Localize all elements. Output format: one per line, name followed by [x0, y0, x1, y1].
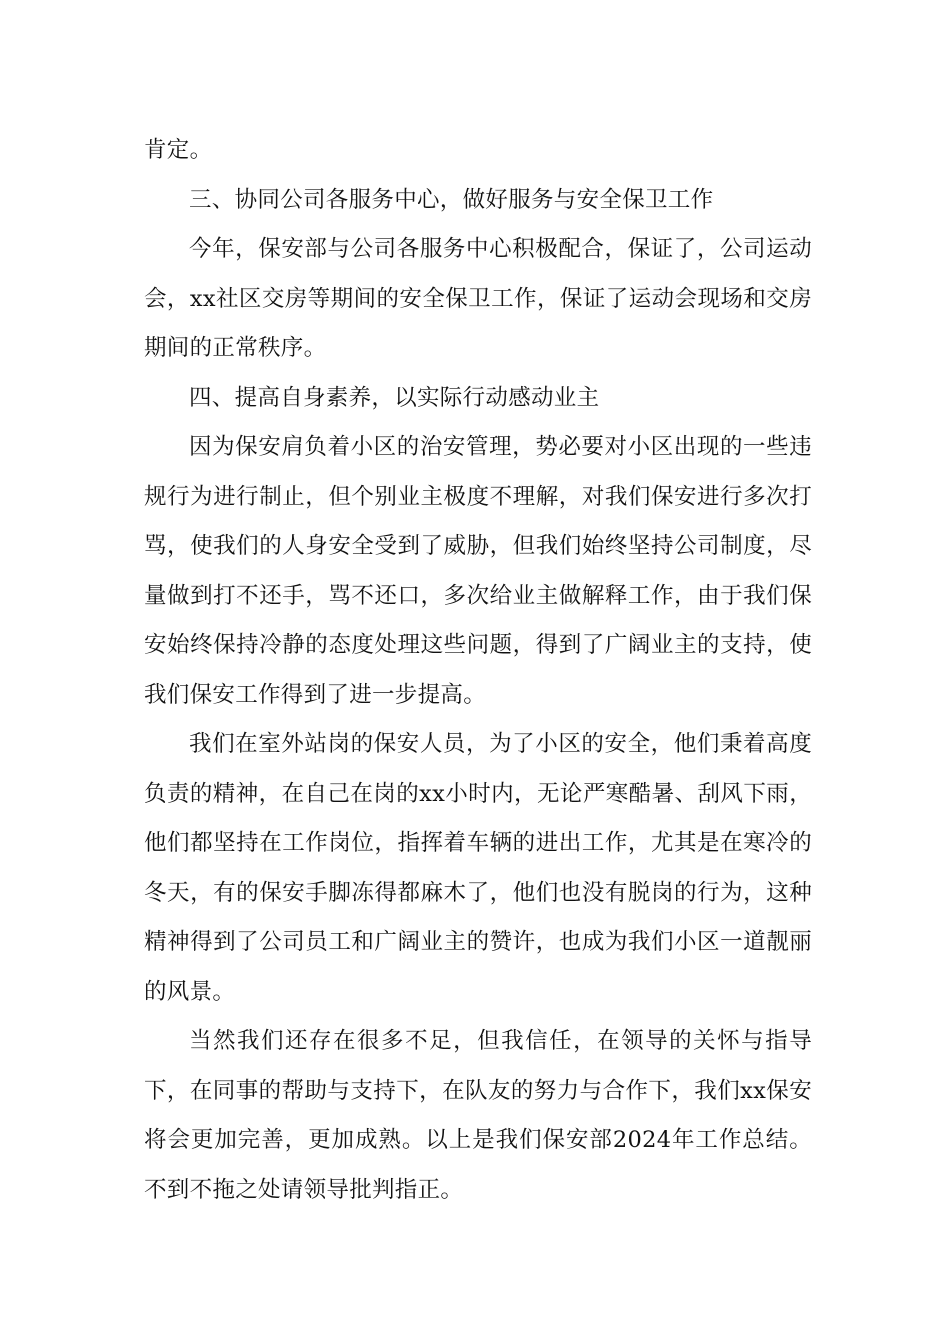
paragraph: 今年，保安部与公司各服务中心积极配合，保证了，公司运动会，xx社区交房等期间的安全保卫工作，保证了运动会现场和交房期间的正常秩序。	[144, 236, 812, 361]
paragraph-continuation: 肯定。	[144, 137, 213, 163]
section-heading-4: 四、提高自身素养，以实际行动感动业主	[189, 384, 600, 411]
paragraph: 我们在室外站岗的保安人员，为了小区的安全，他们秉着高度负责的精神，在自己在岗的xx小时内，无论严寒酷暑、刮风下雨，他们都坚持在工作岗位，指挥着车辆的进出工作，尤其是在寒冷的冬天，有的保安手脚冻得都麻木了，他们也没有脱岗的行为，这种精神得到了公司员工和广阔业主的赞许，也成为我们小区一道靓丽的风景。	[144, 731, 812, 1005]
section-heading-3: 三、协同公司各服务中心，做好服务与安全保卫工作	[189, 186, 714, 213]
document-body	[144, 126, 812, 1215]
paragraph-closing: 当然我们还存在很多不足，但我信任，在领导的关怀与指导下，在同事的帮助与支持下，在队友的努力与合作下，我们xx保安将会更加完善，更加成熟。以上是我们保安部2024年工作总结。不到不拖之处请领导批判指正。	[144, 1028, 812, 1203]
paragraph: 因为保安肩负着小区的治安管理，势必要对小区出现的一些违规行为进行制止，但个别业主极度不理解，对我们保安进行多次打骂，使我们的人身安全受到了威胁，但我们始终坚持公司制度，尽量做到打不还手，骂不还口，多次给业主做解释工作，由于我们保安始终保持冷静的态度处理这些问题，得到了广阔业主的支持，使我们保安工作得到了进一步提高。	[144, 434, 812, 708]
